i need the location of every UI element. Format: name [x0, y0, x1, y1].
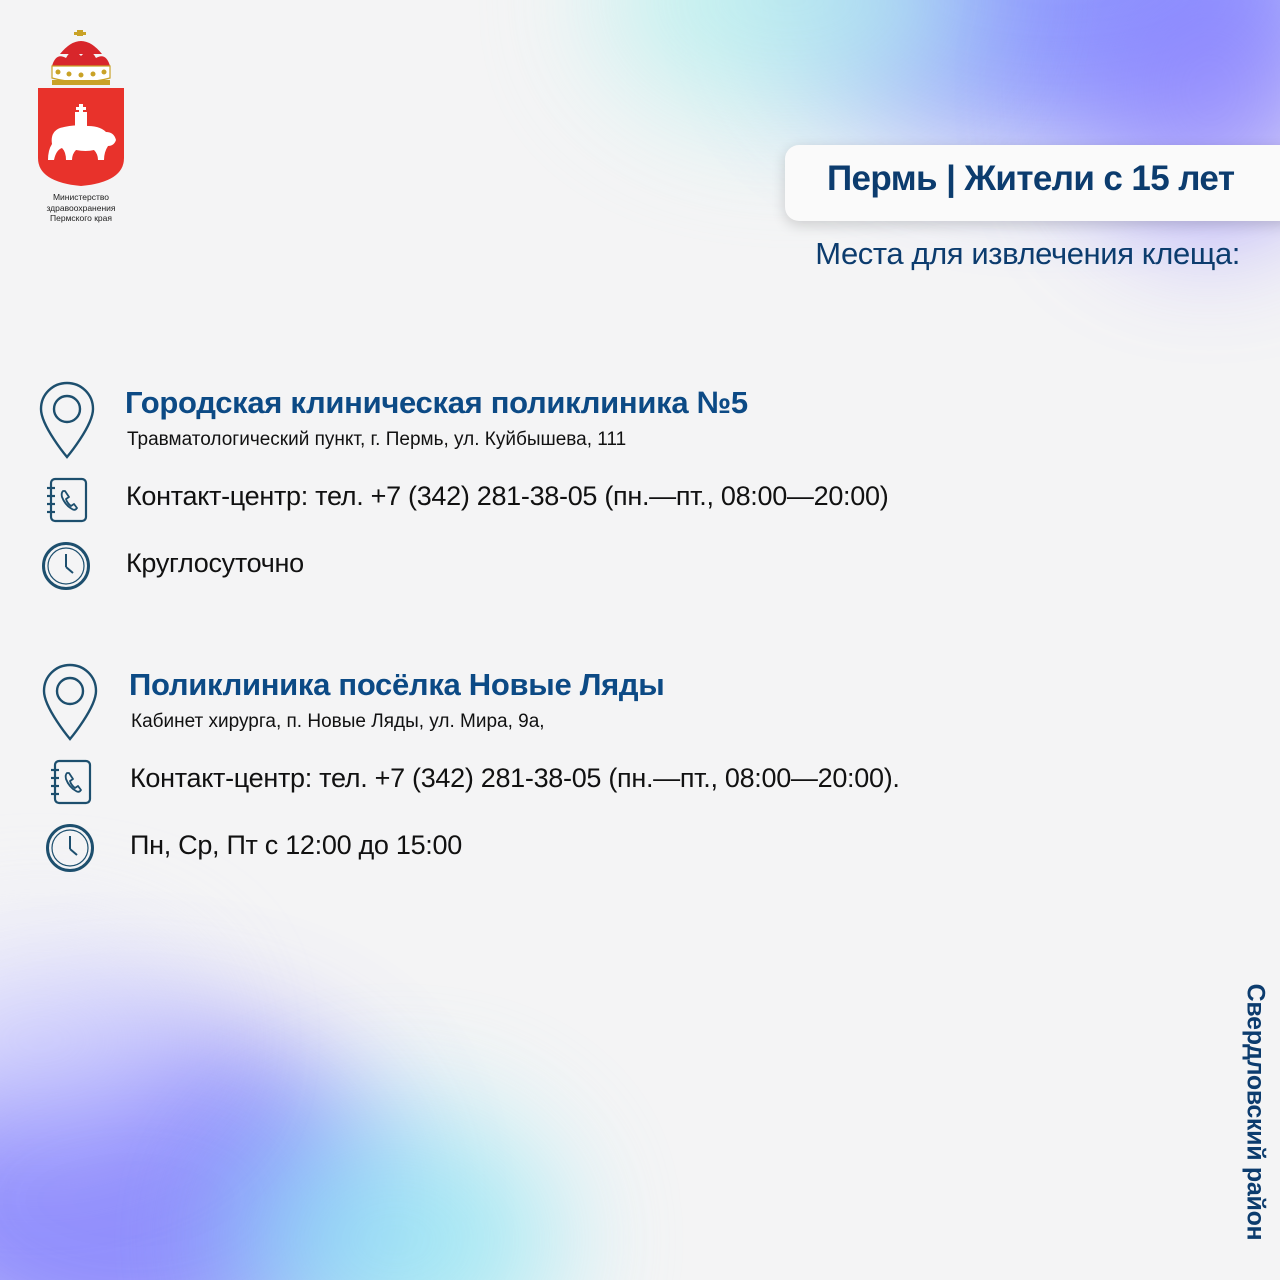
- clinic-address: Кабинет хирурга, п. Новые Ляды, ул. Мира, 9а,: [131, 711, 545, 732]
- page-subtitle: Места для извлечения клеща:: [815, 236, 1240, 271]
- contact-center-text: Контакт-центр: тел. +7 (342) 281-38-05 (пн.—пт., 08:00—20:00): [126, 481, 889, 511]
- clinic-address: Травматологический пункт, г. Пермь, ул. Куйбышева, 111: [127, 429, 627, 450]
- phone-book-icon: [48, 758, 94, 806]
- logo-caption-line: здравоохранения: [46, 202, 116, 213]
- location-pin-icon: [41, 662, 99, 742]
- working-hours-text: Пн, Ср, Пт с 12:00 до 15:00: [130, 830, 462, 860]
- district-label: Свердловский район: [1241, 983, 1270, 1241]
- contact-center-text: Контакт-центр: тел. +7 (342) 281-38-05 (пн.—пт., 08:00—20:00).: [130, 763, 900, 793]
- phone-book-icon: [44, 476, 90, 524]
- clinic-title: Городская клиническая поликлиника №5: [125, 385, 748, 420]
- working-hours-text: Круглосуточно: [126, 548, 304, 578]
- header-title: Пермь | Жители с 15 лет: [827, 159, 1235, 198]
- location-pin-icon: [38, 380, 96, 460]
- clock-icon: [40, 540, 92, 592]
- clock-icon: [44, 822, 96, 874]
- logo-caption-line: Пермского края: [50, 213, 112, 223]
- clinic-title: Поликлиника посёлка Новые Ляды: [129, 667, 665, 702]
- logo-caption-line: Министерство: [52, 192, 110, 202]
